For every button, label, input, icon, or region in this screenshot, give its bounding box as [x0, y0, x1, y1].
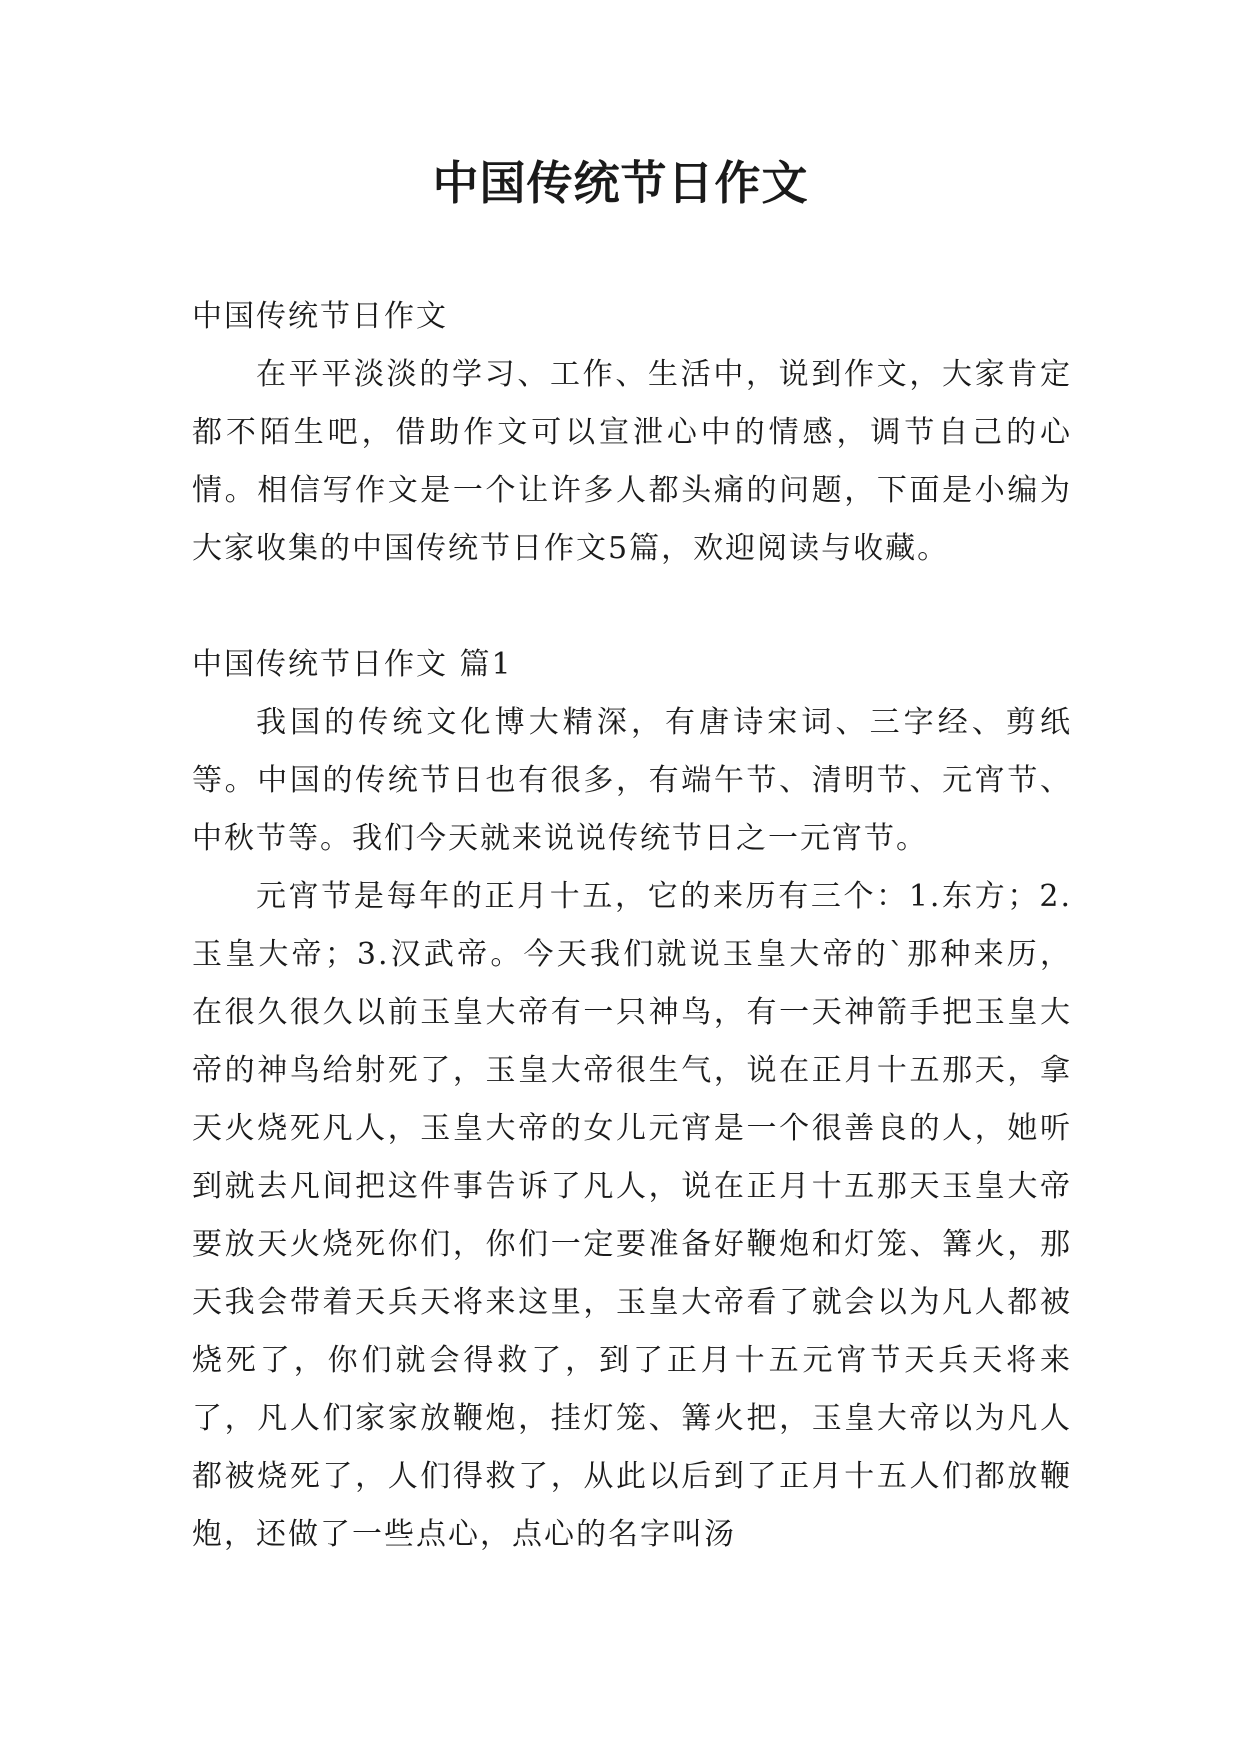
document-title: 中国传统节日作文 — [432, 156, 809, 210]
article-1-heading: 中国传统节日作文 篇1 — [192, 647, 513, 682]
intro-heading: 中国传统节日作文 — [192, 299, 448, 334]
article-1-section — [192, 636, 1072, 1564]
intro-paragraph: 在平平淡淡的学习、工作、生活中，说到作文，大家肯定都不陌生吧，借助作文可以宣泄心中的情感，调节自己的心情。相信写作文是一个让许多人都头痛的问题，下面是小编为大家收集的中国传统节日作文5篇，欢迎阅读与收藏。 — [192, 357, 1072, 566]
article-1-paragraph-2: 元宵节是每年的正月十五，它的来历有三个：1.东方；2.玉皇大帝；3.汉武帝。今天我们就说玉皇大帝的`那种来历，在很久很久以前玉皇大帝有一只神鸟，有一天神箭手把玉皇大帝的神鸟给射死了，玉皇大帝很生气，说在正月十五那天，拿天火烧死凡人，玉皇大帝的女儿元宵是一个很善良的人，她听到就去凡间把这件事告诉了凡人，说在正月十五那天玉皇大帝要放天火烧死你们，你们一定要准备好鞭炮和灯笼、篝火，那天我会带着天兵天将来这里，玉皇大帝看了就会以为凡人都被烧死了，你们就会得救了，到了正月十五元宵节天兵天将来了，凡人们家家放鞭炮，挂灯笼、篝火把，玉皇大帝以为凡人都被烧死了，人们得救了，从此以后到了正月十五人们都放鞭炮，还做了一些点心，点心的名字叫汤 — [192, 879, 1072, 1552]
article-1-paragraph-1: 我国的传统文化博大精深，有唐诗宋词、三字经、剪纸等。中国的传统节日也有很多，有端午节、清明节、元宵节、中秋节等。我们今天就来说说传统节日之一元宵节。 — [192, 705, 1072, 856]
intro-section — [192, 288, 1072, 578]
